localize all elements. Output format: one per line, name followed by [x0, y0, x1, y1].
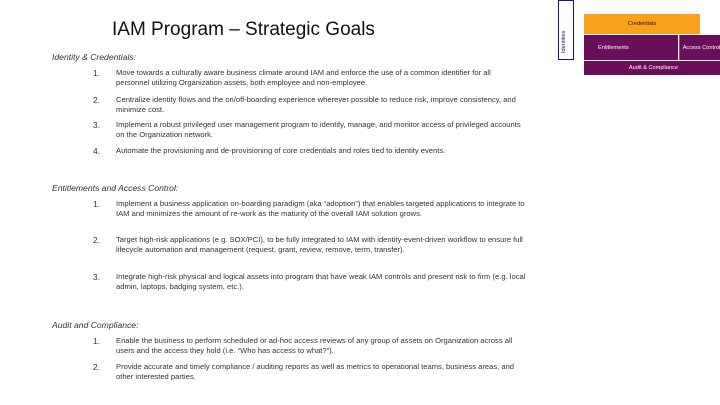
item-text: Implement a robust privileged user management program to identify, manage, and monitor access of privileged accounts on the Organization network.	[116, 120, 521, 140]
access-control-box: Access Control	[679, 35, 720, 60]
page-title: IAM Program – Strategic Goals	[112, 19, 375, 40]
item-number: 3.	[93, 120, 100, 130]
item-number: 3.	[93, 272, 100, 282]
item-text: Integrate high-risk physical and logical assets into program that have weak IAM controls and present risk to firm (e.g. local admin, laptops, badging system, etc.).	[116, 272, 526, 292]
item-number: 4.	[93, 146, 100, 156]
item-number: 1.	[93, 68, 100, 78]
entitlements-box: Entitlements	[584, 35, 678, 60]
identities-bar	[558, 0, 574, 60]
item-number: 2.	[93, 95, 100, 105]
section-heading-identity: Identity & Credentials:	[52, 52, 137, 62]
item-text: Enable the business to perform scheduled or ad-hoc access reviews of any group of assets on Organization across all users and the access they hold (i.e. “Who has access to what?”).	[116, 336, 513, 356]
item-number: 2.	[93, 235, 100, 245]
item-number: 2.	[93, 362, 100, 372]
item-text: Automate the provisioning and de-provisioning of core credentials and roles tied to identity events.	[116, 146, 446, 155]
iam-diagram	[558, 0, 720, 80]
identities-label: Identities	[561, 30, 567, 53]
item-number: 1.	[93, 336, 100, 346]
credentials-box: Credentials	[584, 14, 700, 34]
item-text: Provide accurate and timely compliance / auditing reports as well as metrics to operational teams, business areas, and other interested parties.	[116, 362, 515, 382]
audit-compliance-box: Audit & Compliance	[584, 61, 720, 75]
item-text: Target high-risk applications (e.g. SOX/PCI), to be fully integrated to IAM with identity-event-driven workflow to ensure full lifecycle automation and management (request, grant, review, remove, term, transfer).	[116, 235, 523, 255]
section-heading-audit: Audit and Compliance:	[52, 320, 139, 330]
item-text: Move towards a culturally aware business climate around IAM and enforce the use of a common identifier for all personnel utilizing Organization assets, both employee and non-employee.	[116, 68, 491, 88]
item-text: Centralize identity flows and the on/off-boarding experience wherever possible to reduce risk, improve consistency, and minimize cost.	[116, 95, 516, 115]
item-text: Implement a business application on-boarding paradigm (aka “adoption”) that enables targeted applications to integrate to IAM and minimizes the amount of re-work as the maturity of the overall IAM solution grows.	[116, 199, 525, 219]
section-heading-entitlements: Entitlements and Access Control:	[52, 183, 179, 193]
item-number: 1.	[93, 199, 100, 209]
